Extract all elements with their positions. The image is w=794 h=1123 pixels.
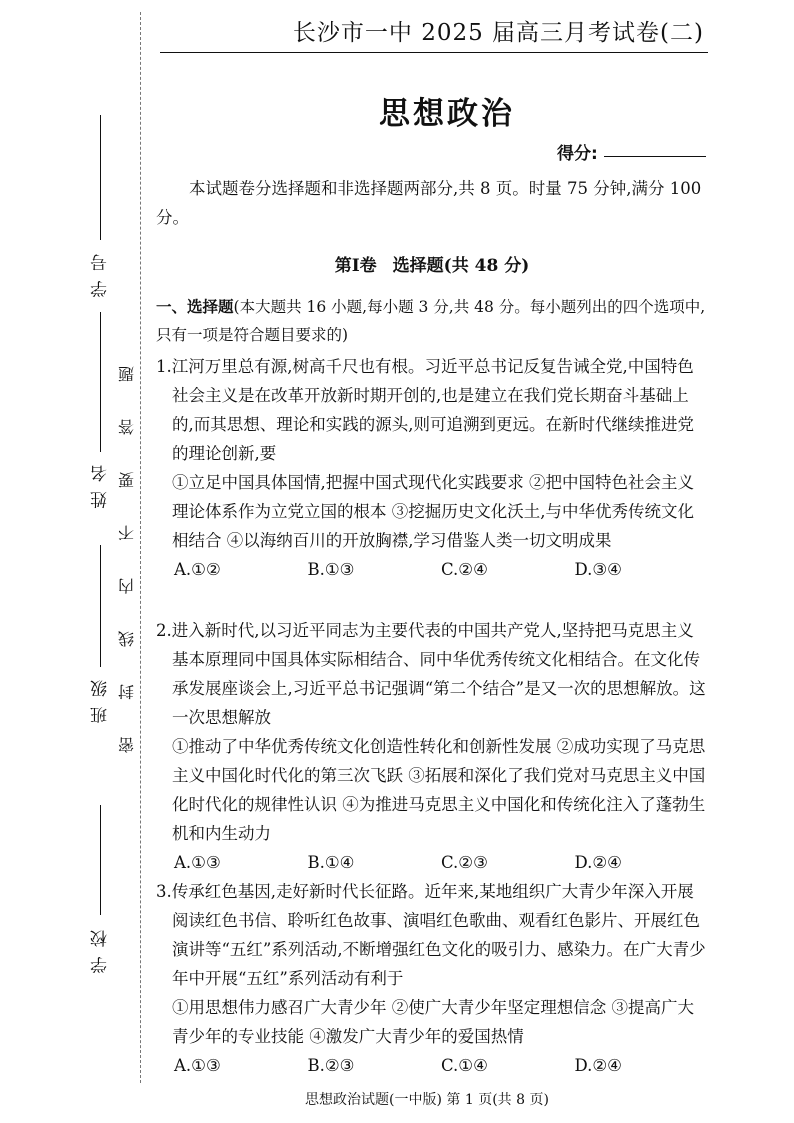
seal-notice-char: 线 xyxy=(118,629,135,648)
choice-a[interactable]: A.①③ xyxy=(174,853,221,872)
question-stem: 2.进入新时代,以习近平同志为主要代表的中国共产党人,坚持把马克思主义基本原理同中国具体实际相结合、同中华优秀传统文化相结合。在文化传承发展座谈会上,习近平总书记强调“第二个结合”是又一次的思想解放。这一次思想解放 xyxy=(156,621,706,727)
header-rule xyxy=(160,52,708,53)
seal-notice-char: 不 xyxy=(118,523,135,542)
seal-notice xyxy=(118,330,134,754)
part-instructions xyxy=(156,293,708,349)
choice-b[interactable]: B.②③ xyxy=(307,1056,355,1075)
class-fill-line xyxy=(100,545,101,667)
score-blank[interactable] xyxy=(604,156,706,157)
binding-dashed-line xyxy=(140,12,141,1083)
choice-d[interactable]: D.②④ xyxy=(574,1056,622,1075)
section-part: 第Ⅰ卷 xyxy=(334,256,377,276)
seal-notice-char: 答 xyxy=(118,417,135,436)
subject-title: 思想政治 xyxy=(379,96,515,132)
name-fill-line xyxy=(100,312,101,452)
seal-notice-char: 密 xyxy=(118,735,135,754)
section-heading xyxy=(156,251,708,276)
seal-notice-char: 内 xyxy=(118,576,135,595)
school-fill-line xyxy=(100,805,101,915)
seal-notice-char: 要 xyxy=(118,470,135,489)
answer-choices xyxy=(156,1051,708,1080)
answer-choices xyxy=(156,848,708,877)
section-title: 选择题(共 48 分) xyxy=(392,256,530,276)
question-stem: 3.传承红色基因,走好新时代长征路。近年来,某地组织广大青少年深入开展阅读红色书信、聆听红色故事、演唱红色歌曲、观看红色影片、开展红色演讲等“五红”系列活动,不断增强红色文化的吸引力、感染力。在广大青少年中开展“五红”系列活动有利于 xyxy=(156,882,706,988)
choice-d[interactable]: D.③④ xyxy=(574,560,622,579)
score-label: 得分: xyxy=(557,144,598,164)
question-statements: ①用思想伟力感召广大青少年 ②使广大青少年坚定理想信念 ③提高广大青少年的专业技能 ④激发广大青少年的爱国热情 xyxy=(172,998,694,1046)
name-label: 姓 名 xyxy=(91,463,111,509)
exam-instructions: 本试题卷分选择题和非选择题两部分,共 8 页。时量 75 分钟,满分 100 分。 xyxy=(156,179,702,227)
choice-c[interactable]: C.①④ xyxy=(441,1056,488,1075)
choice-c[interactable]: C.②④ xyxy=(441,560,488,579)
seal-notice-char: 封 xyxy=(118,682,135,701)
seal-notice-char: 题 xyxy=(118,364,135,383)
choice-d[interactable]: D.②④ xyxy=(574,853,622,872)
student-id-label: 学 号 xyxy=(91,252,111,298)
answer-choices xyxy=(156,555,708,584)
choice-b[interactable]: B.①③ xyxy=(307,560,355,579)
question-2 xyxy=(156,616,708,877)
question-3 xyxy=(156,877,708,1080)
choice-b[interactable]: B.①④ xyxy=(307,853,355,872)
question-statements: ①立足中国具体国情,把握中国式现代化实践要求 ②把中国特色社会主义理论体系作为立党立国的根本 ③挖掘历史文化沃土,与中华优秀传统文化相结合 ④以海纳百川的开放胸襟,学习借鉴人类一切文明成果 xyxy=(172,473,694,550)
question-1 xyxy=(156,352,708,584)
question-statements: ①推动了中华优秀传统文化创造性转化和创新性发展 ②成功实现了马克思主义中国化时代化的第三次飞跃 ③拓展和深化了我们党对马克思主义中国化时代化的规律性认识 ④为推进马克思主义中国化和传统化注入了蓬勃生机和内生动力 xyxy=(172,737,706,843)
exam-title: 长沙市一中 2025 届高三月考试卷(二) xyxy=(292,20,704,46)
part-text: (本大题共 16 小题,每小题 3 分,共 48 分。每小题列出的四个选项中,只有一项是符合题目要求的) xyxy=(156,298,706,344)
class-label: 班 级 xyxy=(91,678,111,724)
page-footer: 思想政治试题(一中版) 第 1 页(共 8 页) xyxy=(305,1092,549,1108)
school-label: 学 校 xyxy=(91,928,111,974)
question-stem: 1.江河万里总有源,树高千尺也有根。习近平总书记反复告诫全党,中国特色社会主义是在改革开放新时期开创的,也是建立在我们党长期奋斗基础上的,而其思想、理论和实践的源头,则可追溯到更远。在新时代继续推进党的理论创新,要 xyxy=(156,357,694,463)
student-id-fill-line xyxy=(100,115,101,240)
choice-c[interactable]: C.②③ xyxy=(441,853,488,872)
part-label: 一、选择题 xyxy=(156,297,234,316)
choice-a[interactable]: A.①③ xyxy=(174,1056,221,1075)
choice-a[interactable]: A.①② xyxy=(174,560,221,579)
